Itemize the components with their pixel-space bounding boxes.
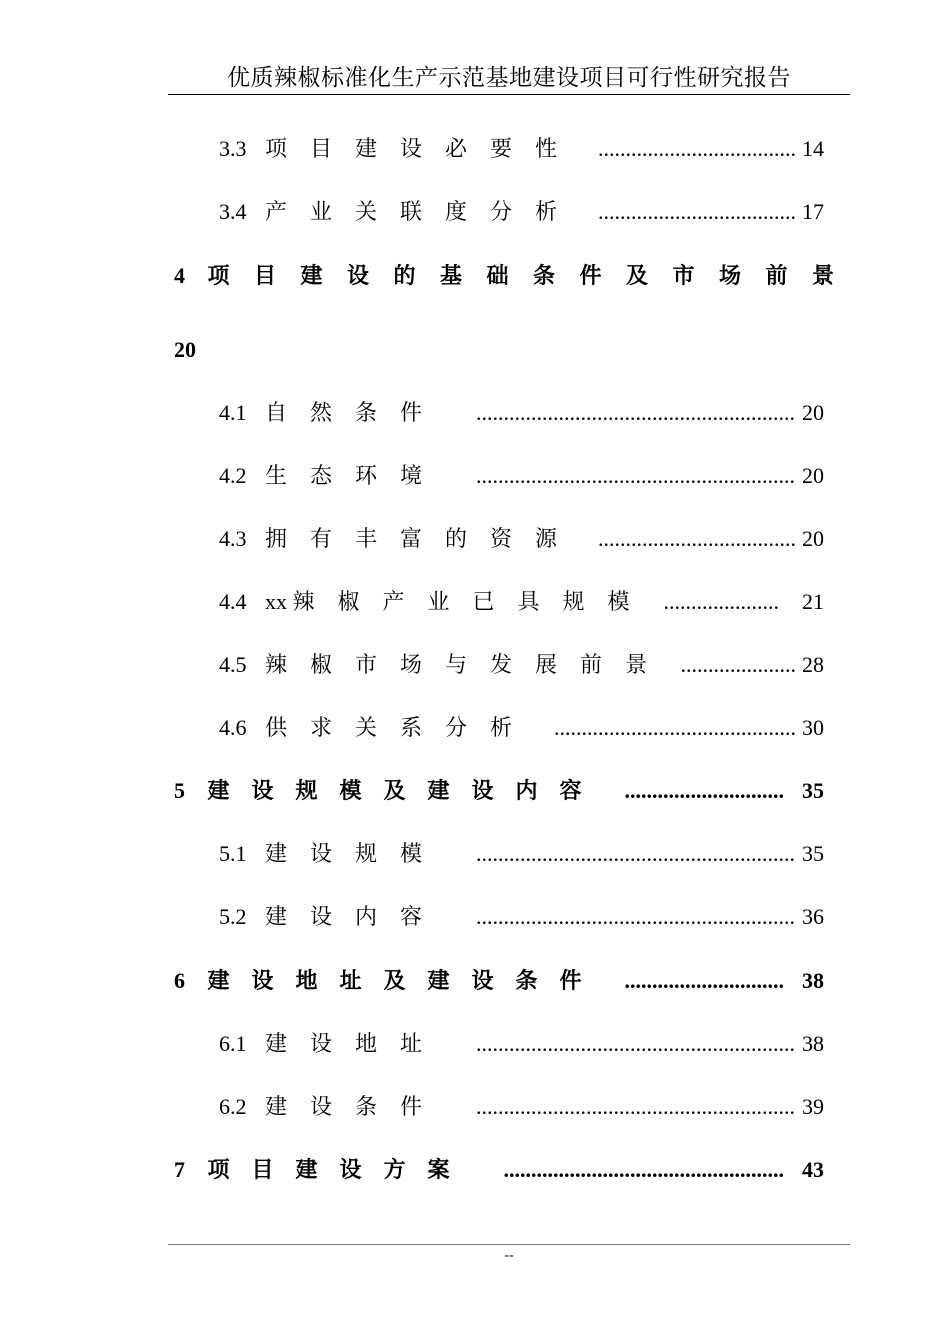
toc-entry-5-1[interactable] [219, 839, 824, 869]
toc-leader-dots: ............................................ [554, 715, 796, 740]
toc-leader-dots: ............................. [624, 968, 784, 993]
toc-page-number: 17 [802, 199, 824, 224]
toc-leader-dots: ..................... [680, 652, 796, 677]
toc-entry-title: 建设条件 [265, 1094, 446, 1119]
toc-page-number: 14 [802, 136, 824, 161]
toc-entry-number: 5.1 [219, 841, 247, 866]
toc-leader-dots: .......................................................... [476, 1094, 795, 1119]
footer-rule [168, 1244, 850, 1245]
toc-page-number: 20 [174, 337, 196, 362]
toc-entry-4-4[interactable] [219, 587, 824, 617]
toc-entry-title: 建设规模及建设内容 [207, 778, 604, 803]
toc-leader-dots: .......................................................... [476, 400, 795, 425]
page-footer: -- [504, 1248, 514, 1263]
toc-page-number: 43 [802, 1157, 824, 1182]
toc-leader-dots: .................................... [598, 136, 796, 161]
toc-entry-number: 4 [174, 263, 185, 288]
toc-entry-title: 供求关系分析 [265, 715, 536, 740]
toc-page-number: 39 [802, 1094, 824, 1119]
toc-page-number: 30 [802, 715, 824, 740]
toc-entry-title: 建设地址 [265, 1031, 446, 1056]
toc-leader-dots: ............................. [624, 778, 784, 803]
toc-entry-title: 生态环境 [265, 463, 446, 488]
toc-entry-title: 自然条件 [265, 400, 446, 425]
toc-entry-title-prefix: xx [265, 589, 287, 614]
toc-entry-4[interactable] [174, 261, 859, 291]
toc-entry-number: 4.6 [219, 715, 247, 740]
toc-entry-3-4[interactable] [219, 197, 824, 227]
toc-page-number: 36 [802, 904, 824, 929]
toc-entry-title: 辣椒市场与发展前景 [265, 652, 671, 677]
toc-entry-4-5[interactable] [219, 650, 824, 680]
toc-entry-title: 建设地址及建设条件 [207, 968, 604, 993]
toc-entry-number: 5 [174, 778, 185, 803]
toc-entry-title: 项目建设方案 [207, 1157, 472, 1182]
toc-leader-dots: .......................................................... [476, 904, 795, 929]
toc-page-number: 20 [802, 526, 824, 551]
toc-page-number: 35 [802, 841, 824, 866]
toc-entry-number: 4.1 [219, 400, 247, 425]
toc-entry-title: 拥有丰富的资源 [265, 526, 581, 551]
toc-page-number: 38 [802, 1031, 824, 1056]
toc-entry-5-2[interactable] [219, 902, 824, 932]
toc-entry-6[interactable] [174, 966, 824, 996]
toc-leader-dots: .................................... [598, 526, 796, 551]
toc-entry-6-2[interactable] [219, 1092, 824, 1122]
toc-entry-number: 3.4 [219, 199, 247, 224]
toc-entry-number: 5.2 [219, 904, 247, 929]
toc-entry-4-page-line[interactable] [174, 335, 824, 365]
toc-entry-title: 项目建设必要性 [265, 136, 581, 161]
toc-page-number: 20 [802, 463, 824, 488]
toc-entry-number: 4.2 [219, 463, 247, 488]
toc-page-number: 21 [802, 589, 824, 614]
toc-entry-number: 3.3 [219, 136, 247, 161]
toc-page-number: 28 [802, 652, 824, 677]
toc-entry-number: 4.4 [219, 589, 247, 614]
toc-entry-title: 建设内容 [265, 904, 446, 929]
toc-entry-3-3[interactable] [219, 134, 824, 164]
toc-leader-dots: .......................................................... [476, 1031, 795, 1056]
toc-entry-number: 4.3 [219, 526, 247, 551]
toc-entry-number: 6 [174, 968, 185, 993]
toc-entry-number: 6.1 [219, 1031, 247, 1056]
toc-leader-dots: ..................... [663, 589, 779, 614]
toc-entry-title: 辣椒产业已具规模 [292, 589, 653, 614]
toc-page-number: 35 [802, 778, 824, 803]
toc-entry-title: 产业关联度分析 [265, 199, 581, 224]
toc-entry-title: 建设规模 [265, 841, 446, 866]
toc-entry-5[interactable] [174, 776, 824, 806]
toc-entry-4-3[interactable] [219, 524, 824, 554]
toc-entry-title: 项目建设的基础条件及市场前景 [207, 263, 859, 288]
toc-leader-dots: .......................................................... [476, 841, 795, 866]
toc-entry-7[interactable] [174, 1155, 824, 1185]
toc-entry-number: 4.5 [219, 652, 247, 677]
toc-leader-dots: .......................................................... [476, 463, 795, 488]
toc-page-number: 20 [802, 400, 824, 425]
toc-entry-number: 6.2 [219, 1094, 247, 1119]
toc-leader-dots: ................................................... [503, 1157, 784, 1182]
toc-leader-dots: .................................... [598, 199, 796, 224]
toc-entry-6-1[interactable] [219, 1029, 824, 1059]
toc-entry-4-1[interactable] [219, 398, 824, 428]
toc-entry-number: 7 [174, 1157, 185, 1182]
toc-page-number: 38 [802, 968, 824, 993]
toc-entry-4-2[interactable] [219, 461, 824, 491]
page-header: 优质辣椒标准化生产示范基地建设项目可行性研究报告 [227, 65, 791, 90]
toc-entry-4-6[interactable] [219, 713, 824, 743]
